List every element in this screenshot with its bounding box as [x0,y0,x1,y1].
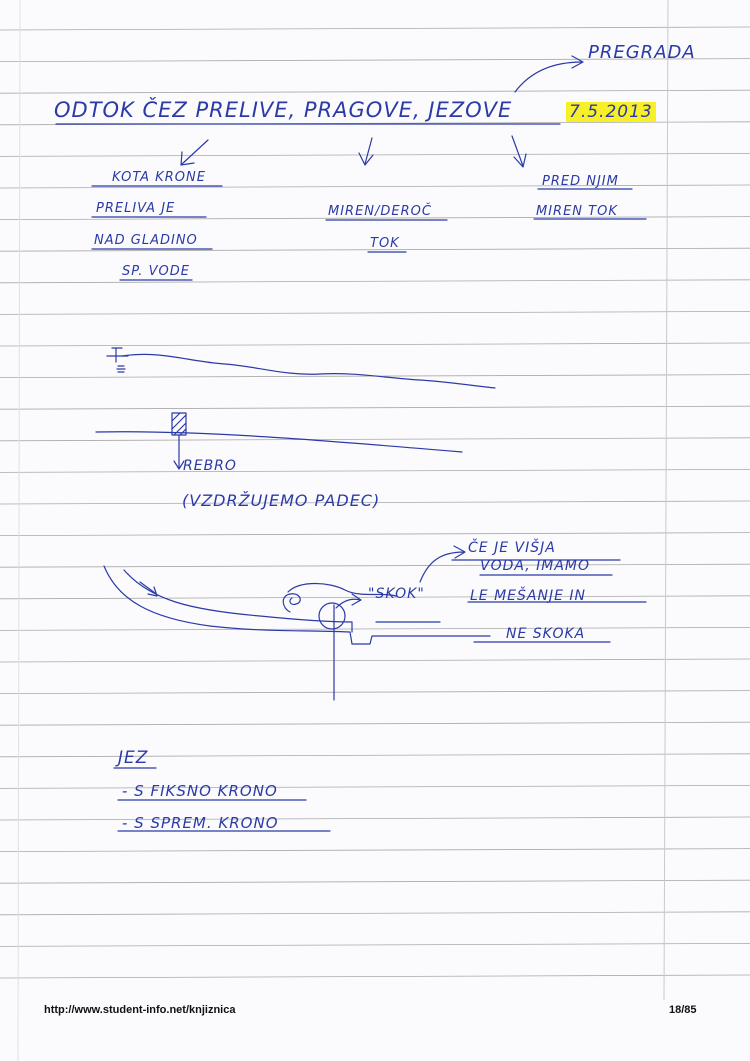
arrow-left [181,140,208,165]
col3-line-2: MIREN TOK [536,204,618,219]
date-highlight: 7.5.2013 [566,102,656,122]
arrow-right [512,136,526,167]
page-number: 18/85 [669,1004,697,1016]
col1-line-1: KOTA KRONE [112,170,206,185]
mixing-line-1: LE MEŠANJE IN [470,588,586,604]
col1-line-4: SP. VODE [122,264,190,279]
footer-url: http://www.student-info.net/knjiznica [44,1004,236,1016]
col2-line-1: MIREN/DEROČ [328,204,432,219]
jez-item-1: - S FIKSNO KRONO [122,782,278,800]
arrow-to-pregrada [515,56,583,92]
water-level-sketch [107,348,495,388]
jez-item-2: - S SPREM. KRONO [122,814,279,832]
padec-label: (VZDRŽUJEMO PADEC) [182,491,381,510]
col1-line-2: PRELIVA JE [96,201,176,216]
col3-line-1: PRED NJIM [542,174,619,189]
hydraulic-jump-sketch [104,546,490,700]
col1-line-3: NAD GLADINO [94,233,198,248]
rebro-label: REBRO [183,458,237,474]
rib-sketch [96,413,462,469]
page-title: ODTOK ČEZ PRELIVE, PRAGOVE, JEZOVE [54,98,513,122]
if-higher-line-1: ČE JE VIŠJA [468,540,556,556]
if-higher-line-2: VODA, IMAMO [480,558,590,574]
skok-label: "SKOK" [368,586,425,602]
col2-line-2: TOK [370,236,400,251]
arrow-middle [359,138,373,165]
mixing-line-2: NE SKOKA [506,626,586,642]
date-badge [566,102,656,122]
jez-heading: JEZ [118,748,149,768]
corner-label-pregrada: PREGRADA [588,42,696,63]
